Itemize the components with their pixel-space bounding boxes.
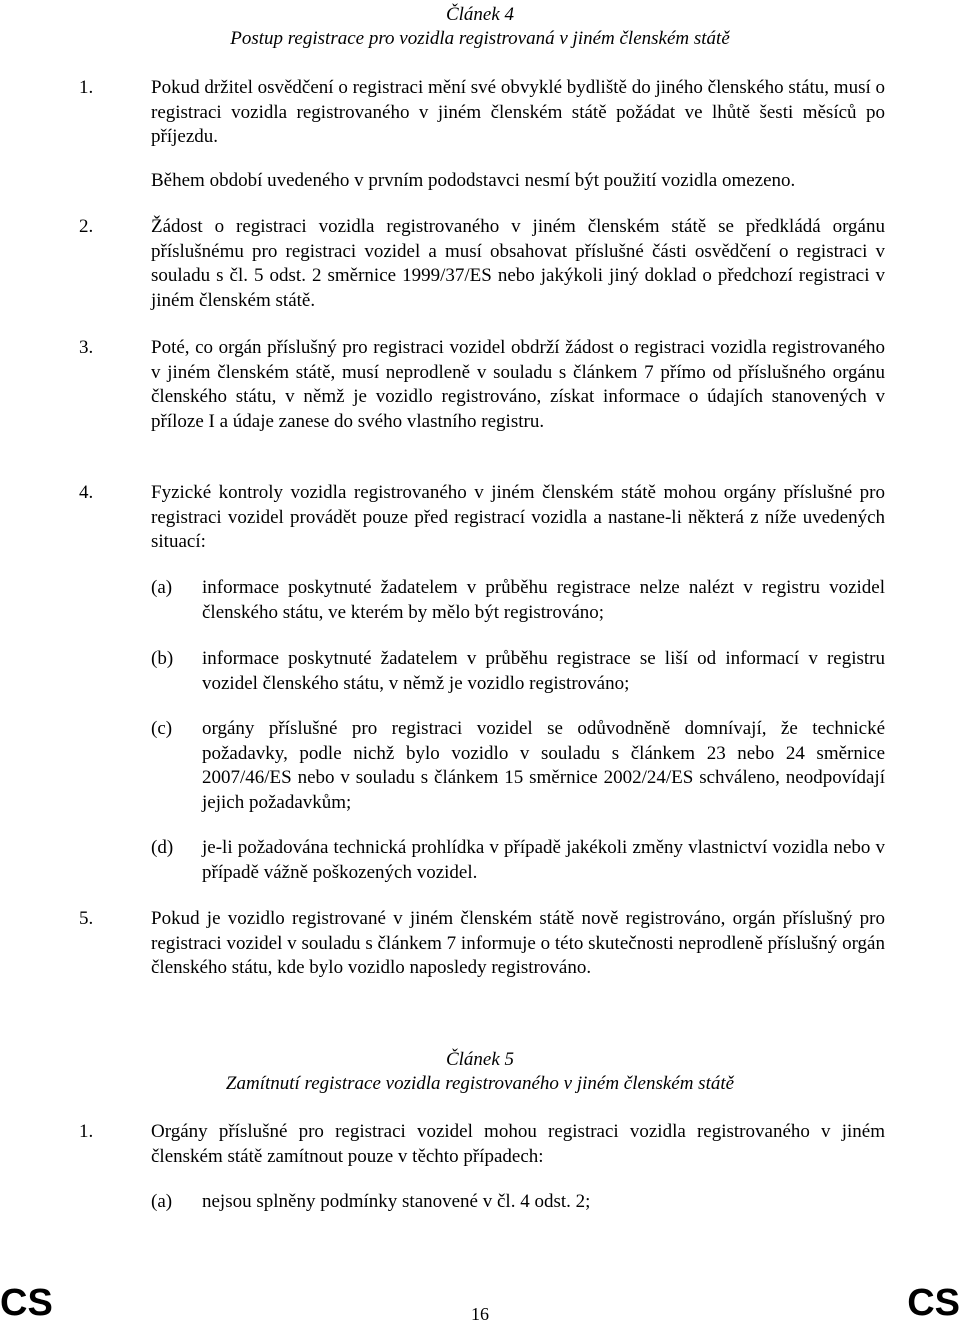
paragraph-text: Poté, co orgán příslušný pro registraci vozidel obdrží žádost o registraci vozidla registrovaného v jiném členském státě, musí neprodleně v souladu s článkem 7 přímo od příslušného orgánu členského státu, v němž je vozidlo registrováno, získat informace o údajích stanovených v příloze I a údaje zanese do svého vlastního registru. xyxy=(151,337,885,432)
paragraph-text: Pokud držitel osvědčení o registraci mění své obvyklé bydliště do jiného členského státu, musí o registraci vozidla registrovaného v jiném členském státě požádat ve lhůtě šesti měsíců po příjezdu. xyxy=(151,77,885,148)
page-number: 16 xyxy=(471,1304,489,1324)
paragraph-number: 1. xyxy=(79,1121,94,1142)
article-4-heading: Článek 4 xyxy=(445,4,515,25)
item-text: informace poskytnuté žadatelem v průběhu registrace nelze nalézt v registru vozidel členského státu, ve kterém by mělo být registrováno; xyxy=(202,577,885,623)
article-4-title: Postup registrace pro vozidla registrovaná v jiném členském státě xyxy=(230,28,730,49)
paragraph-text: Orgány příslušné pro registraci vozidel mohou registraci vozidla registrovaného v jiném členském státě zamítnout pouze v těchto případech: xyxy=(151,1121,885,1167)
paragraph-number: 3. xyxy=(79,337,94,358)
language-code-right: CS xyxy=(907,1282,960,1324)
paragraph-text: Během období uvedeného v prvním pododstavci nesmí být použití vozidla omezeno. xyxy=(151,170,796,191)
article-4-paragraph-5 xyxy=(79,907,885,981)
article-4-paragraph-1-followup xyxy=(79,169,885,194)
article-5-title: Zamítnutí registrace vozidla registrovaného v jiném členském státě xyxy=(225,1073,735,1094)
paragraph-number: 5. xyxy=(79,908,94,929)
item-text: nejsou splněny podmínky stanovené v čl. 4 odst. 2; xyxy=(202,1191,591,1212)
item-label: (a) xyxy=(151,577,173,598)
paragraph-number: 2. xyxy=(79,216,94,237)
paragraph-text: Fyzické kontroly vozidla registrovaného v jiném členském státě mohou orgány příslušné pro registraci vozidel provádět pouze před registrací vozidla a nastane-li některá z níže uvedených situací: xyxy=(151,482,885,553)
item-text: informace poskytnuté žadatelem v průběhu registrace se liší od informací v registru vozidel členského státu, v němž je vozidlo registrováno; xyxy=(202,648,885,694)
article-4-item-a xyxy=(151,576,885,625)
item-label: (d) xyxy=(151,837,174,858)
article-4-paragraph-4 xyxy=(79,481,885,555)
article-4-item-c xyxy=(151,717,885,815)
paragraph-number: 1. xyxy=(79,77,94,98)
language-code-left: CS xyxy=(0,1282,53,1324)
article-4-paragraph-2 xyxy=(79,215,885,313)
item-label: (b) xyxy=(151,648,174,669)
article-5-paragraph-1 xyxy=(79,1120,885,1169)
article-5-item-a xyxy=(151,1190,885,1215)
item-text: orgány příslušné pro registraci vozidel se odůvodněně domnívají, že technické požadavky, podle nichž bylo vozidlo v souladu s článkem 23 nebo 24 směrnice 2007/46/ES nebo v souladu s článkem 15 směrnice 2002/24/ES schváleno, neodpovídají jejich požadavkům; xyxy=(202,718,885,813)
item-label: (a) xyxy=(151,1191,173,1212)
article-4-item-b xyxy=(151,647,885,696)
item-label: (c) xyxy=(151,718,173,739)
paragraph-text: Žádost o registraci vozidla registrovaného v jiném členském státě se předkládá orgánu příslušnému pro registraci vozidel a musí obsahovat příslušné části osvědčení o registraci v souladu s čl. 5 odst. 2 směrnice 1999/37/ES nebo jakýkoli jiný doklad o předchozí registraci v jiném členském státě. xyxy=(151,216,885,311)
article-5-heading: Článek 5 xyxy=(445,1049,515,1070)
item-text: je-li požadována technická prohlídka v případě jakékoli změny vlastnictví vozidla nebo v případě vážně poškozených vozidel. xyxy=(202,837,885,883)
paragraph-number: 4. xyxy=(79,482,94,503)
article-4-paragraph-3 xyxy=(79,336,885,434)
article-4-paragraph-1 xyxy=(79,76,885,150)
article-4-item-d xyxy=(151,836,885,885)
paragraph-text: Pokud je vozidlo registrované v jiném členském státě nově registrováno, orgán příslušný pro registraci vozidel v souladu s článkem 7 informuje o této skutečnosti neprodleně příslušný orgán členského státu, kde bylo vozidlo naposledy registrováno. xyxy=(151,908,885,979)
